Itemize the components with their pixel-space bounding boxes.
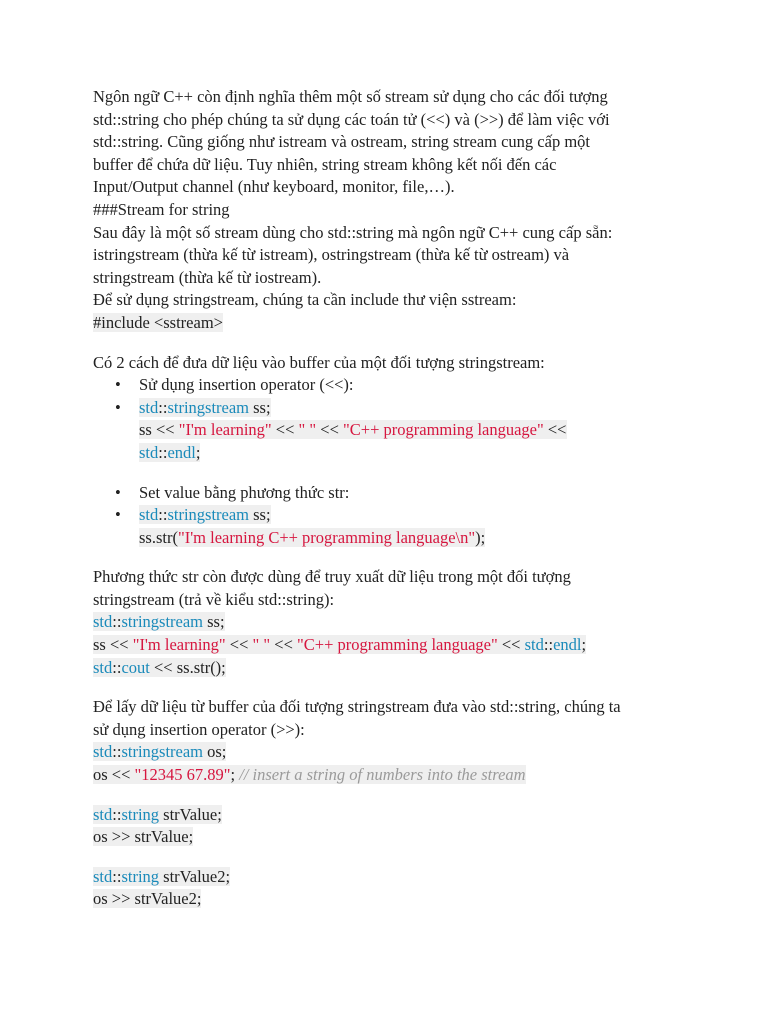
bullet-icon: • <box>115 505 121 525</box>
intro-paragraph <box>93 86 683 199</box>
code-line <box>139 527 683 550</box>
code-line <box>93 866 683 889</box>
code-namespace: std <box>139 505 159 525</box>
code-string: "I'm learning" <box>178 420 272 440</box>
code-scope: :: <box>112 804 122 824</box>
code-block-str <box>93 611 683 679</box>
code-text: ; <box>581 635 587 655</box>
code-line <box>139 397 683 420</box>
method2-list <box>93 482 683 550</box>
code-comment: // insert a string of numbers into the stream <box>239 765 526 785</box>
code-string: "I'm learning C++ programming language\n" <box>177 527 476 547</box>
code-text: << <box>271 420 299 440</box>
code-namespace: std <box>524 635 544 655</box>
code-type: string <box>121 804 160 824</box>
code-text: << <box>225 635 253 655</box>
code-line <box>93 611 683 634</box>
method2-label: Set value bằng phương thức str: <box>139 482 350 502</box>
spacer <box>93 679 683 696</box>
code-scope: :: <box>158 442 168 462</box>
spacer <box>93 335 683 352</box>
extract-paragraph <box>93 696 683 741</box>
text-line: Ngôn ngữ C++ còn định nghĩa thêm một số stream sử dụng cho các đối tượng <box>93 87 608 106</box>
str-method-paragraph <box>93 566 683 611</box>
code-block-extract <box>93 741 683 911</box>
methods-intro: Có 2 cách để đưa dữ liệu vào buffer của một đối tượng stringstream: <box>93 352 545 372</box>
include-instruction: Để sử dụng stringstream, chúng ta cần include thư viện sstream: <box>93 290 517 310</box>
code-text: strValue2; <box>159 866 231 886</box>
code-string: " " <box>252 635 271 655</box>
code-string: "C++ programming language" <box>343 420 544 440</box>
code-text: os; <box>203 742 227 762</box>
method1-label: Sử dụng insertion operator (<<): <box>139 375 354 395</box>
code-line <box>93 764 683 787</box>
code-line <box>139 442 683 465</box>
text-line: Để lấy dữ liệu từ buffer của đối tượng stringstream đưa vào std::string, chúng ta <box>93 697 621 717</box>
text-line: istringstream (thừa kế từ istream), ostringstream (thừa kế từ ostream) và <box>93 245 570 265</box>
code-line <box>93 657 683 680</box>
code-keyword: cout <box>121 657 150 677</box>
spacer <box>93 549 683 566</box>
bullet-icon: • <box>115 397 121 417</box>
code-namespace: std <box>93 742 113 762</box>
code-text: strValue; <box>159 804 222 824</box>
code-type: stringstream <box>167 397 250 417</box>
bullet-icon: • <box>115 482 121 502</box>
code-string: "C++ programming language" <box>297 635 498 655</box>
stream-types-paragraph <box>93 222 683 290</box>
code-line <box>139 419 683 442</box>
document-page <box>93 86 683 911</box>
code-string: " " <box>298 420 317 440</box>
code-namespace: std <box>93 657 113 677</box>
code-type: stringstream <box>121 612 204 632</box>
text-line: buffer để chứa dữ liệu. Tuy nhiên, string stream không kết nối đến các <box>93 154 557 174</box>
code-text: ); <box>475 527 486 547</box>
code-scope: :: <box>112 657 122 677</box>
code-text: << <box>543 420 567 440</box>
code-text: << ss.str(); <box>149 657 226 677</box>
list-item <box>93 482 683 505</box>
code-keyword: endl <box>167 442 196 462</box>
text-line: stringstream (trả về kiểu std::string): <box>93 589 335 609</box>
list-item <box>93 374 683 397</box>
code-scope: :: <box>112 612 122 632</box>
code-text: ss << <box>139 420 179 440</box>
list-item <box>93 504 683 549</box>
code-text: ; <box>195 442 201 462</box>
code-scope: :: <box>112 742 122 762</box>
code-text: os >> strValue; <box>93 827 194 847</box>
code-text: << <box>270 635 298 655</box>
code-namespace: std <box>139 442 159 462</box>
code-namespace: std <box>139 397 159 417</box>
include-code: #include <sstream> <box>93 312 223 332</box>
code-line <box>139 504 683 527</box>
spacer <box>93 787 683 804</box>
code-scope: :: <box>158 505 168 525</box>
text-line: Phương thức str còn được dùng để truy xuất dữ liệu trong một đối tượng <box>93 567 571 587</box>
code-type: stringstream <box>121 742 204 762</box>
text-line: stringstream (thừa kế từ iostream). <box>93 267 322 287</box>
code-text: ss << <box>93 635 133 655</box>
code-scope: :: <box>543 635 554 655</box>
section-heading: ###Stream for string <box>93 199 230 219</box>
code-text: ss.str( <box>139 527 178 547</box>
method1-list <box>93 374 683 464</box>
bullet-icon: • <box>115 375 121 395</box>
code-text: ss; <box>249 397 271 417</box>
code-keyword: endl <box>553 635 582 655</box>
code-string: "I'm learning" <box>132 635 226 655</box>
code-line <box>93 888 683 911</box>
include-code-line <box>93 312 683 335</box>
code-line <box>93 804 683 827</box>
code-text: os << <box>93 765 135 785</box>
code-line <box>93 741 683 764</box>
text-line: sử dụng insertion operator (>>): <box>93 719 305 739</box>
code-line <box>93 634 683 657</box>
code-namespace: std <box>93 612 113 632</box>
code-text: << <box>497 635 525 655</box>
text-line: Input/Output channel (như keyboard, monitor, file,…). <box>93 177 455 197</box>
code-type: string <box>121 866 160 886</box>
code-scope: :: <box>112 866 122 886</box>
spacer <box>93 465 683 482</box>
code-text: os >> strValue2; <box>93 889 202 909</box>
code-string: "12345 67.89" <box>134 765 231 785</box>
code-text: << <box>316 420 344 440</box>
list-item <box>93 397 683 465</box>
spacer <box>93 849 683 866</box>
code-text: ss; <box>249 505 271 525</box>
text-line: std::string cho phép chúng ta sử dụng các toán tử (<<) và (>>) để làm việc với <box>93 109 610 129</box>
code-text: ; <box>230 765 240 785</box>
code-namespace: std <box>93 804 113 824</box>
code-namespace: std <box>93 866 113 886</box>
code-scope: :: <box>158 397 168 417</box>
code-line <box>93 826 683 849</box>
text-line: Sau đây là một số stream dùng cho std::string mà ngôn ngữ C++ cung cấp sẵn: <box>93 222 613 242</box>
code-type: stringstream <box>167 505 250 525</box>
text-line: std::string. Cũng giống như istream và ostream, string stream cung cấp một <box>93 132 590 152</box>
code-text: ss; <box>203 612 225 632</box>
